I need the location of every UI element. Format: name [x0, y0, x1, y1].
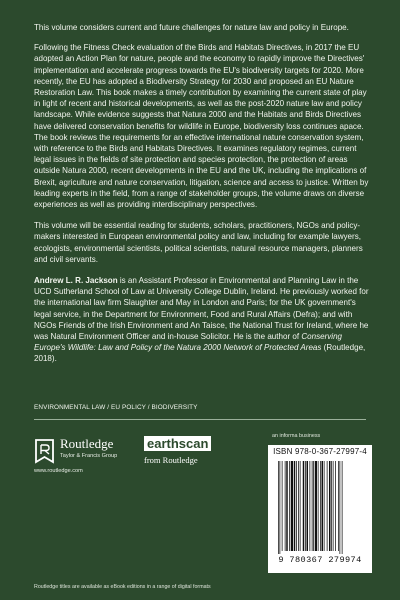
barcode-bar — [315, 461, 317, 551]
subject-categories: ENVIRONMENTAL LAW / EU POLICY / BIODIVERSITY — [34, 404, 198, 411]
intro-paragraph: This volume considers current and future challenges for nature law and policy in Europe. — [34, 23, 349, 32]
routledge-mark-icon — [34, 438, 55, 464]
barcode-bar — [307, 461, 309, 551]
barcode-bar — [333, 461, 334, 551]
barcode-bar — [335, 461, 336, 551]
barcode-bar — [294, 461, 296, 551]
author-bio: is an Assistant Professor in Environmental and Planning Law in the UCD Sutherland School of Law at University College Dublin, Ireland. He previously worked for the international law firm Slaughter and May in London and Paris; for the UK government's legal service, in the Department for Environment, Food and Rural Affairs (Defra); and with NGOs Friends of the Irish Environment and An Taisce, the National Trust for Ireland, where he was Natural Environment Officer and in-house Solicitor. He is the author of — [34, 276, 369, 342]
barcode-bar — [329, 461, 331, 551]
ebook-note: Routledge titles are available as eBook editions in a range of digital formats — [34, 584, 211, 590]
barcode-bar — [331, 461, 332, 551]
barcode-bar — [278, 461, 279, 554]
author-book-title: Conserving Europe's Wildlife: Law and Policy of the Natura 2000 Network of Protected Areas — [34, 332, 343, 353]
barcode-bar — [291, 461, 293, 551]
audience-paragraph: This volume will be essential reading for students, scholars, practitioners, NGOs and policy-makers interested in European environmental policy and law, including for example lawyers, ecologists, environmental scientists, political scientists, natural resource managers, planners and civil servants. — [34, 221, 363, 264]
barcode-bar — [286, 461, 288, 551]
barcode-bar — [313, 461, 314, 551]
barcode-bar — [296, 461, 297, 551]
earthscan-subtitle: from Routledge — [144, 455, 198, 465]
barcode-bar — [318, 461, 319, 551]
footer-divider — [34, 419, 366, 420]
isbn-label: ISBN 978-0-367-27997-4 — [273, 447, 367, 456]
blurb — [34, 22, 370, 375]
barcode-bar — [282, 461, 283, 551]
barcode-bar — [285, 461, 286, 551]
author-bio-paragraph — [34, 275, 370, 365]
description-paragraph: Following the Fitness Check evaluation of the Birds and Habitats Directives, in 2017 the EU adopted an Action Plan for nature, people and the economy to rapidly improve the Directives' implementation and accelerate progress towards the EU's biodiversity targets for 2020. More recently, the EU has adopted a Biodiversity Strategy for 2030 and proposed an EU Nature Restoration Law. This book makes a timely contribution by examining the current state of play in light of recent and historical developments, as well as the post-2020 nature law and policy landscape. While evidence suggests that Natura 2000 and the Habitats and Birds Directives have delivered conservation benefits for wildlife in Europe, biodiversity loss continues apace. The book reviews the requirements for an effective international nature conservation system, with reference to the Birds and Habitats Directives. It examines regulatory regimes, current legal issues in the fields of site protection and species protection, the protection of areas outside Natura 2000, recent developments in the EU and the UK, including the implications of Brexit, agriculture and nature conservation, litigation, science and access to justice. Written by leading experts in the field, from a range of stakeholder groups, the volume draws on diverse experiences as well as providing interdisciplinary perspectives. — [34, 43, 369, 210]
barcode-bar — [280, 461, 281, 554]
routledge-url: www.routledge.com — [34, 468, 83, 474]
author-name: Andrew L. R. Jackson — [34, 276, 118, 286]
barcode-bar — [324, 461, 325, 551]
barcode-icon — [274, 461, 366, 565]
barcode-bar — [289, 461, 290, 551]
barcode-bar — [312, 461, 313, 551]
barcode-bar — [305, 461, 306, 551]
barcode-digits: 9 780367 279974 — [278, 555, 362, 565]
barcode-bar — [303, 461, 305, 551]
barcode-bar — [320, 461, 321, 551]
barcode-panel — [268, 445, 372, 573]
barcode-bar — [338, 461, 339, 551]
earthscan-logo — [144, 435, 216, 465]
routledge-group: Taylor & Francis Group — [60, 453, 118, 459]
barcode-bar — [298, 461, 299, 551]
earthscan-wordmark: earthscan — [144, 436, 211, 451]
informa-tagline: an informa business — [272, 433, 321, 439]
barcode-bar — [322, 461, 324, 551]
routledge-name: Routledge — [60, 436, 114, 451]
barcode-bar — [340, 461, 341, 554]
barcode-bar — [310, 461, 311, 551]
barcode-bar — [300, 461, 301, 551]
barcode-bar — [342, 461, 343, 554]
barcode-bar — [327, 461, 328, 551]
author-book-tail: (Routledge, 2018). — [34, 343, 366, 364]
